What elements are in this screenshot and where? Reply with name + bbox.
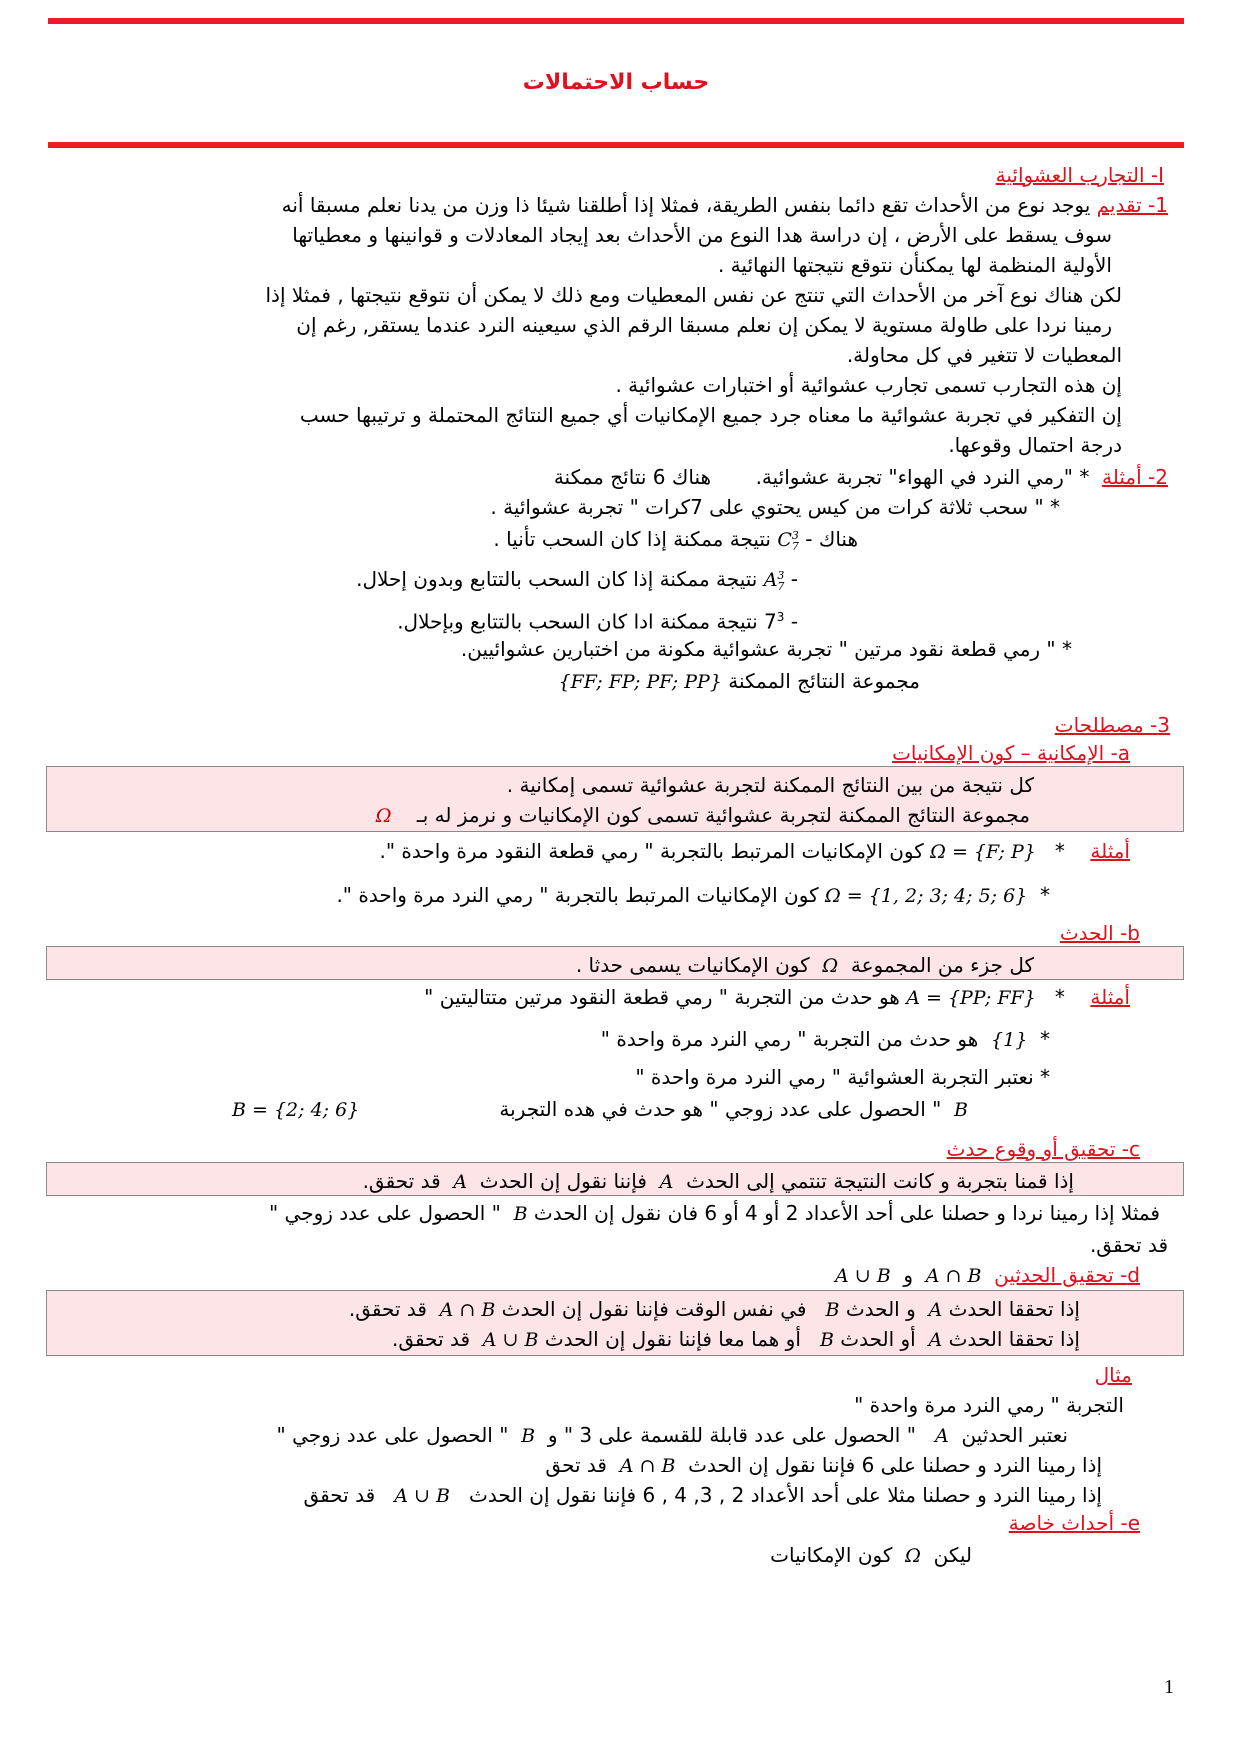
example-line-1: التجربة " رمي النرد مرة واحدة " bbox=[854, 1393, 1124, 1417]
box-a-line-1: كل نتيجة من بين النتائج الممكنة لتجربة عشوائية تسمى إمكانية . bbox=[506, 773, 1034, 797]
examples-label: 2- أمثلة bbox=[1102, 465, 1168, 489]
examples-line-7: مجموعة النتائج الممكنة {FF; FP; PF; PP} bbox=[558, 669, 920, 693]
combination-symbol: C 3 7 bbox=[777, 529, 799, 553]
box-c-line: إذا قمنا بتجربة و كانت النتيجة تنتمي إلى الحدث A فإننا نقول إن الحدث A قد تحقق. bbox=[362, 1169, 1074, 1193]
b-examples-line-4-math: B = {2; 4; 6} bbox=[232, 1099, 360, 1121]
a-examples-line-2: * Ω = {1, 2; 3; 4; 5; 6} كون الإمكانيات المرتبط بالتجربة " رمي النرد مرة واحدة ". bbox=[336, 883, 1050, 907]
arrangement-symbol: A 3 7 bbox=[763, 569, 785, 593]
a-examples-label: أمثلة bbox=[1090, 839, 1130, 863]
example-line-2: نعتبر الحدثين A " الحصول على عدد قابلة للقسمة على 3 " و B " الحصول على عدد زوجي " bbox=[276, 1423, 1068, 1447]
examples-line-3: هناك - C 3 7 نتيجة ممكنة إذا كان السحب تأنيا . bbox=[493, 527, 858, 553]
examples-line-4: - A 3 7 نتيجة ممكنة إذا كان السحب بالتتابع وبدون إحلال. bbox=[356, 567, 798, 593]
a-examples-line-1: أمثلة * Ω = {F; P} كون الإمكانيات المرتبط بالتجربة " رمي قطعة النقود مرة واحدة ". bbox=[379, 839, 1130, 863]
omega-symbol: Ω bbox=[375, 805, 392, 827]
b-examples-line-3: * نعتبر التجربة العشوائية " رمي النرد مرة واحدة " bbox=[635, 1065, 1050, 1089]
b-examples-line-1: أمثلة * A = {PP; FF} هو حدث من التجربة " رمي قطعة النقود مرتين متتاليتين " bbox=[424, 985, 1130, 1009]
outcomes-set: {FF; FP; PF; PP} bbox=[558, 671, 722, 693]
subsection-c-heading: c- تحقيق أو وقوع حدث bbox=[946, 1137, 1140, 1161]
title-rule bbox=[48, 142, 1184, 148]
b-examples-line-4: B " الحصول على عدد زوجي " هو حدث في هده التجربة bbox=[499, 1097, 968, 1121]
b-examples-label: أمثلة bbox=[1090, 985, 1130, 1009]
intro-line-8: إن التفكير في تجربة عشوائية ما معناه جرد جميع الإمكانيات أي جميع النتائج المحتملة و ترتيبها حسب bbox=[299, 403, 1122, 427]
intro-line-3: الأولية المنظمة لها يمكنأن نتوقع نتيجتها النهائية . bbox=[717, 253, 1112, 277]
intro-line-9: درجة احتمال وقوعها. bbox=[948, 433, 1122, 457]
subsection-b-heading: b- الحدث bbox=[1059, 921, 1140, 945]
box-d-line-2: إذا تحققا الحدث A أو الحدث B أو هما معا فإننا نقول إن الحدث A ∪ B قد تحقق. bbox=[392, 1327, 1080, 1351]
examples-line-5: - $7^3$ نتيجة ممكنة ادا كان السحب بالتتابع وبإحلال. bbox=[397, 609, 798, 634]
intro-line-2: سوف يسقط على الأرض ، إن دراسة هدا النوع من الأحداث بعد إيجاد المعادلات و قوانينها و معطياتها bbox=[292, 223, 1112, 247]
example-line-4: إذا رمينا النرد و حصلنا مثلا على أحد الأعداد 2 , 3, 4 , 6 فإننا نقول إن الحدث A ∪ B قد تحقق bbox=[303, 1483, 1102, 1507]
box-d-line-1: إذا تحققا الحدث A و الحدث B في نفس الوقت فإننا نقول إن الحدث A ∩ B قد تحقق. bbox=[348, 1297, 1080, 1321]
section-3-heading: 3- مصطلحات bbox=[1054, 713, 1170, 737]
page-number: 1 bbox=[1164, 1676, 1174, 1698]
box-b-line: كل جزء من المجموعة Ω كون الإمكانيات يسمى حدثا . bbox=[575, 953, 1034, 977]
section-1-heading: I- التجارب العشوائية bbox=[995, 163, 1164, 187]
intro-label: 1- تقديم bbox=[1096, 193, 1168, 217]
examples-line-2: * " سحب ثلاثة كرات من كيس يحتوي على 7كرات " تجربة عشوائية . bbox=[490, 495, 1060, 519]
examples-line-1: 2- أمثلة * "رمي النرد في الهواء" تجربة عشوائية. هناك 6 نتائج ممكنة bbox=[553, 465, 1168, 489]
c-line-2: قد تحقق. bbox=[1089, 1233, 1168, 1257]
intro-line-6: المعطيات لا تتغير في كل محاولة. bbox=[846, 343, 1122, 367]
c-line-1: فمثلا إذا رمينا نردا و حصلنا على أحد الأعداد 2 أو 4 أو 6 فان نقول إن الحدث B " الحصول على عدد زوجي " bbox=[269, 1201, 1160, 1225]
b-examples-line-2: * {1} هو حدث من التجربة " رمي النرد مرة واحدة " bbox=[600, 1027, 1050, 1051]
top-rule bbox=[48, 18, 1184, 24]
box-a-line-2: مجموعة النتائج الممكنة لتجربة عشوائية تسمى كون الإمكانيات و نرمز له بـ Ω bbox=[375, 803, 1030, 827]
examples-line-6: * " رمي قطعة نقود مرتين " تجربة عشوائية مكونة من اختبارين عشوائيين. bbox=[460, 637, 1072, 661]
subsection-e-heading: e- أحداث خاصة bbox=[1008, 1511, 1140, 1535]
intro-line-4: لكن هناك نوع آخر من الأحداث التي تنتج عن نفس المعطيات ومع ذلك لا يمكن أن نتوقع نتيجتها , فمثلا إذا bbox=[265, 283, 1122, 307]
example-label: مثال bbox=[1094, 1363, 1132, 1387]
example-line-3: إذا رمينا النرد و حصلنا على 6 فإننا نقول إن الحدث A ∩ B قد تحق bbox=[545, 1453, 1102, 1477]
subsection-a-heading: a- الإمكانية – كون الإمكانيات bbox=[892, 741, 1130, 765]
page-title: حساب الاحتمالات bbox=[522, 70, 710, 95]
intro-line-5: رمينا نردا على طاولة مستوية لا يمكن إن نعلم مسبقا الرقم الذي سيعينه النرد عندما يستقر, رغم إن bbox=[296, 313, 1112, 337]
subsection-d-heading: d- تحقيق الحدثين A ∩ B و A ∪ B bbox=[834, 1263, 1140, 1287]
e-line-1: ليكن Ω كون الإمكانيات bbox=[770, 1543, 972, 1567]
intro-line-7: إن هذه التجارب تسمى تجارب عشوائية أو اختبارات عشوائية . bbox=[615, 373, 1122, 397]
intro-line-1: 1- تقديم يوجد نوع من الأحداث تقع دائما بنفس الطريقة، فمثلا إذا أطلقنا شيئا ذا وزن من يدنا نعلم مسبقا أنه bbox=[281, 193, 1168, 217]
